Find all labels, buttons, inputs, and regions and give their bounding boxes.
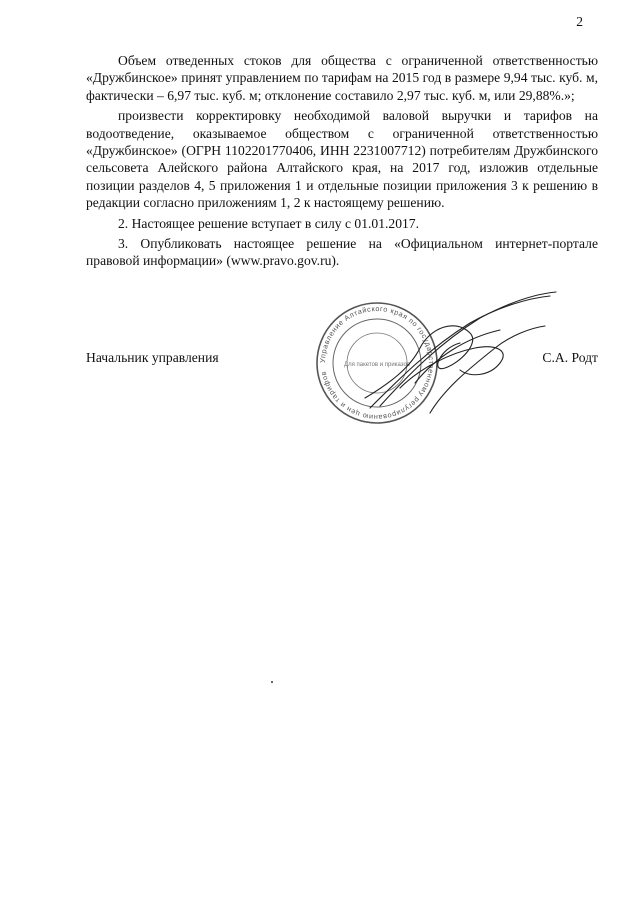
scan-speck [271,681,273,683]
stamp-center-text: Для пакетов и приказов [344,362,410,368]
paragraph-publication: 3. Опубликовать настоящее решение на «Официальном интернет-портале правовой информации» (www.pravo.gov.ru). [86,236,598,269]
signer-title: Начальник управления [86,350,219,365]
paragraph-tariff-adjustment: произвести корректировку необходимой валовой выручки и тарифов на водоотведение, оказываемое обществом с ограниченной ответственностью «Дружбинское» (ОГРН 1102201770406, ИНН 2231007712) потребителям Дружбинского сельсовета Алейского района Алтайского края, на 2017 год, изложив отдельные позиции разделов 4, 5 приложения 1 и отдельные позиции приложения 3 к решению в редакции согласно приложениям 1, 2 к настоящему решению. [86,108,598,211]
signature-block [86,350,598,370]
paragraph-sewage-volume: Объем отведенных стоков для общества с ограниченной ответственностью «Дружбинское» принят управлением по тарифам на 2015 год в размере 9,94 тыс. куб. м, фактически – 6,97 тыс. куб. м; отклонение составило 2,97 тыс. куб. м, или 29,88%.»; [86,53,598,103]
paragraph-effective-date: 2. Настоящее решение вступает в силу с 01.01.2017. [118,215,419,231]
stamp-ring-text: Управление Алтайского края по государственному регулированию цен и тарифов [317,303,437,423]
page-number: 2 [576,14,583,29]
document-body [86,52,598,270]
signer-name: С.А. Родт [542,350,598,365]
